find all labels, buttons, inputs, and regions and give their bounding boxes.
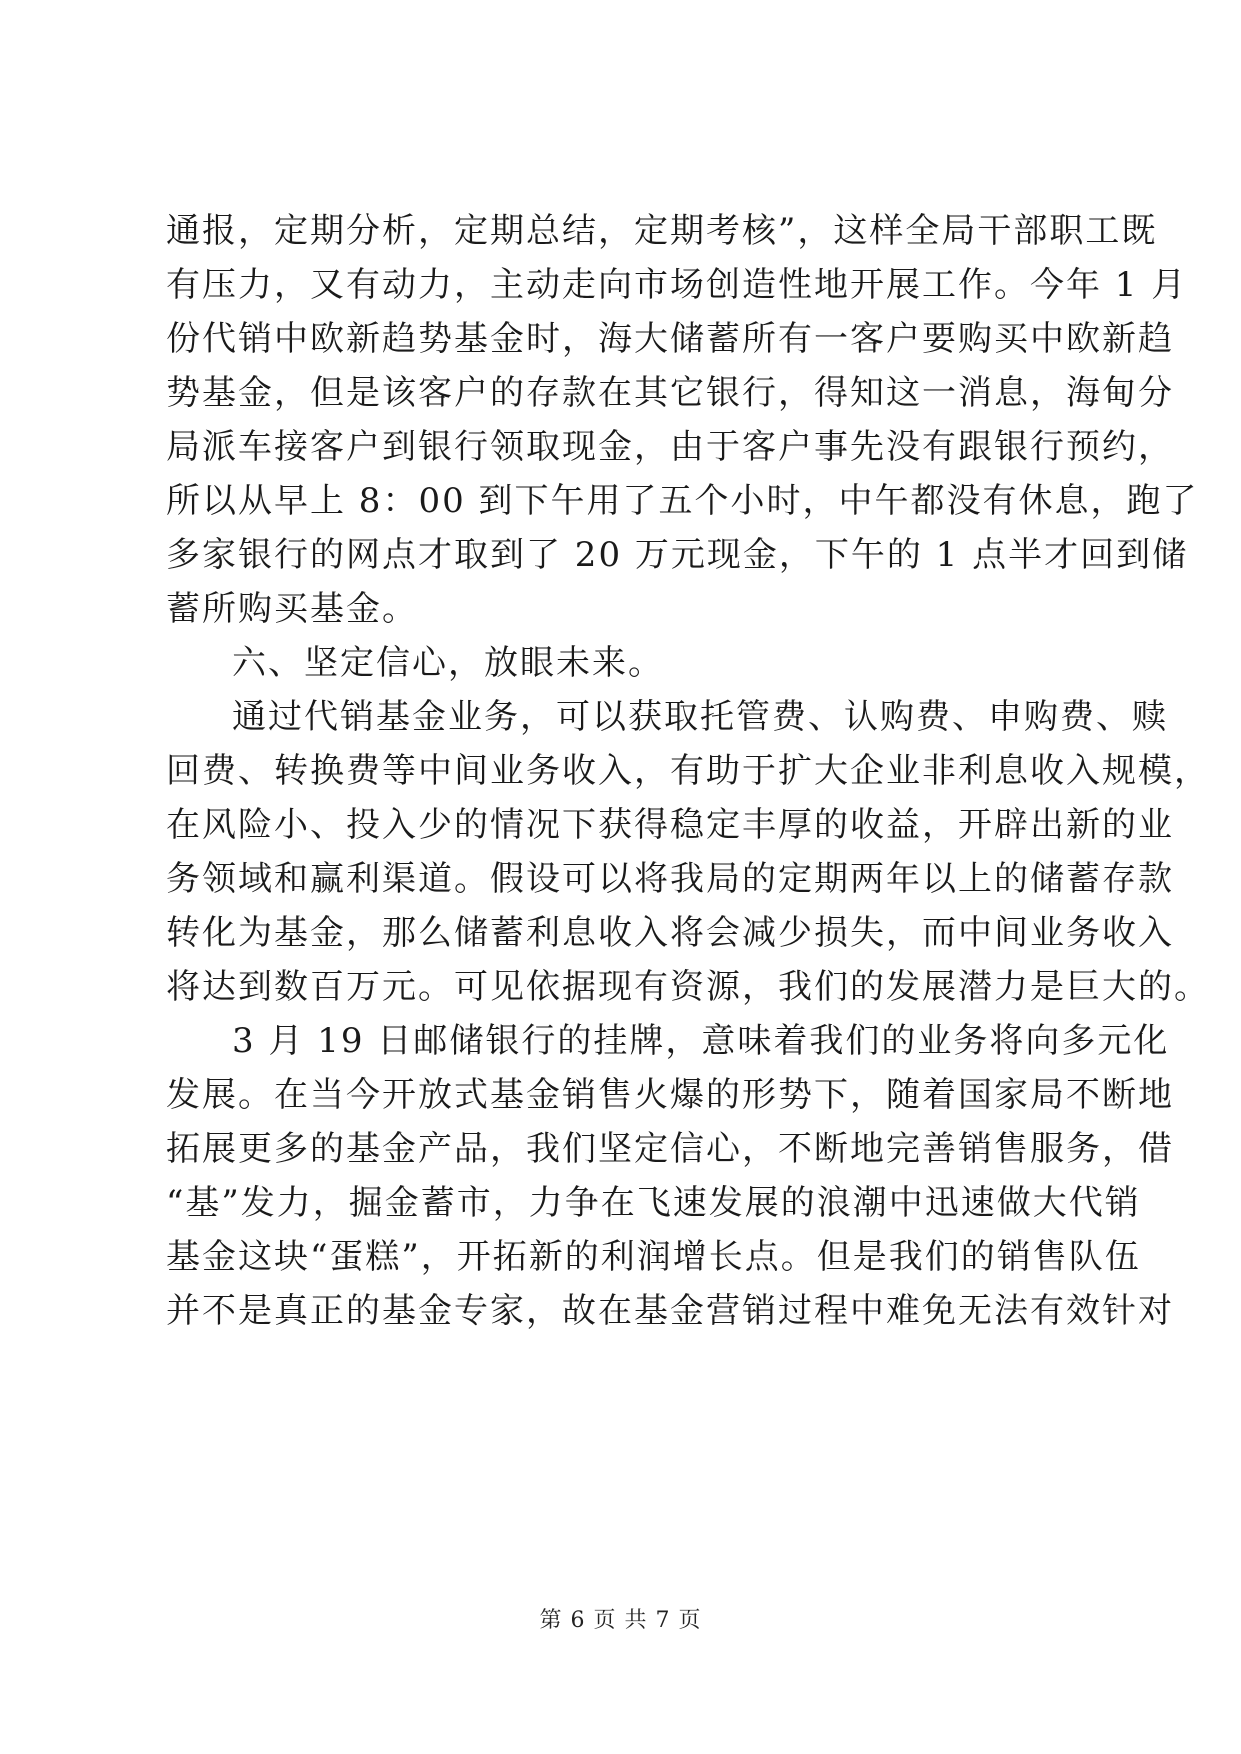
text-line: 务领域和赢利渠道。假设可以将我局的定期两年以上的储蓄存款 [166,859,1174,899]
text-line: 势基金，但是该客户的存款在其它银行，得知这一消息，海甸分 [166,373,1174,413]
text-line: 3 月 19 日邮储银行的挂牌，意味着我们的业务将向多元化 [232,1021,1170,1061]
text-line: 通过代销基金业务，可以获取托管费、认购费、申购费、赎 [232,697,1168,737]
text-line: 所以从早上 8：00 到下午用了五个小时，中午都没有休息，跑了 [166,481,1199,521]
text-line: 通报，定期分析，定期总结，定期考核”，这样全局干部职工既 [166,211,1158,251]
page-number-footer: 第 6 页 共 7 页 [539,1608,702,1633]
text-line: 有压力，又有动力，主动走向市场创造性地开展工作。今年 1 月 [166,265,1188,305]
text-line: 多家银行的网点才取到了 20 万元现金，下午的 1 点半才回到储 [166,535,1189,575]
text-line: 并不是真正的基金专家，故在基金营销过程中难免无法有效针对 [166,1291,1174,1331]
text-line: 蓄所购买基金。 [166,589,418,629]
text-line: 局派车接客户到银行领取现金，由于客户事先没有跟银行预约， [166,427,1174,467]
text-line: 基金这块“蛋糕”，开拓新的利润增长点。但是我们的销售队伍 [166,1237,1141,1277]
text-line: “基”发力，掘金蓄市，力争在飞速发展的浪潮中迅速做大代销 [166,1183,1141,1223]
text-line: 拓展更多的基金产品，我们坚定信心，不断地完善销售服务，借 [166,1129,1174,1169]
text-line: 回费、转换费等中间业务收入，有助于扩大企业非利息收入规模， [166,751,1210,791]
text-line: 转化为基金，那么储蓄利息收入将会减少损失，而中间业务收入 [166,913,1174,953]
text-line: 将达到数百万元。可见依据现有资源，我们的发展潜力是巨大的。 [166,967,1210,1007]
text-line: 份代销中欧新趋势基金时，海大储蓄所有一客户要购买中欧新趋 [166,319,1174,359]
text-line: 在风险小、投入少的情况下获得稳定丰厚的收益，开辟出新的业 [166,805,1174,845]
text-line: 发展。在当今开放式基金销售火爆的形势下，随着国家局不断地 [166,1075,1174,1115]
section-heading: 六、坚定信心，放眼未来。 [232,643,664,683]
